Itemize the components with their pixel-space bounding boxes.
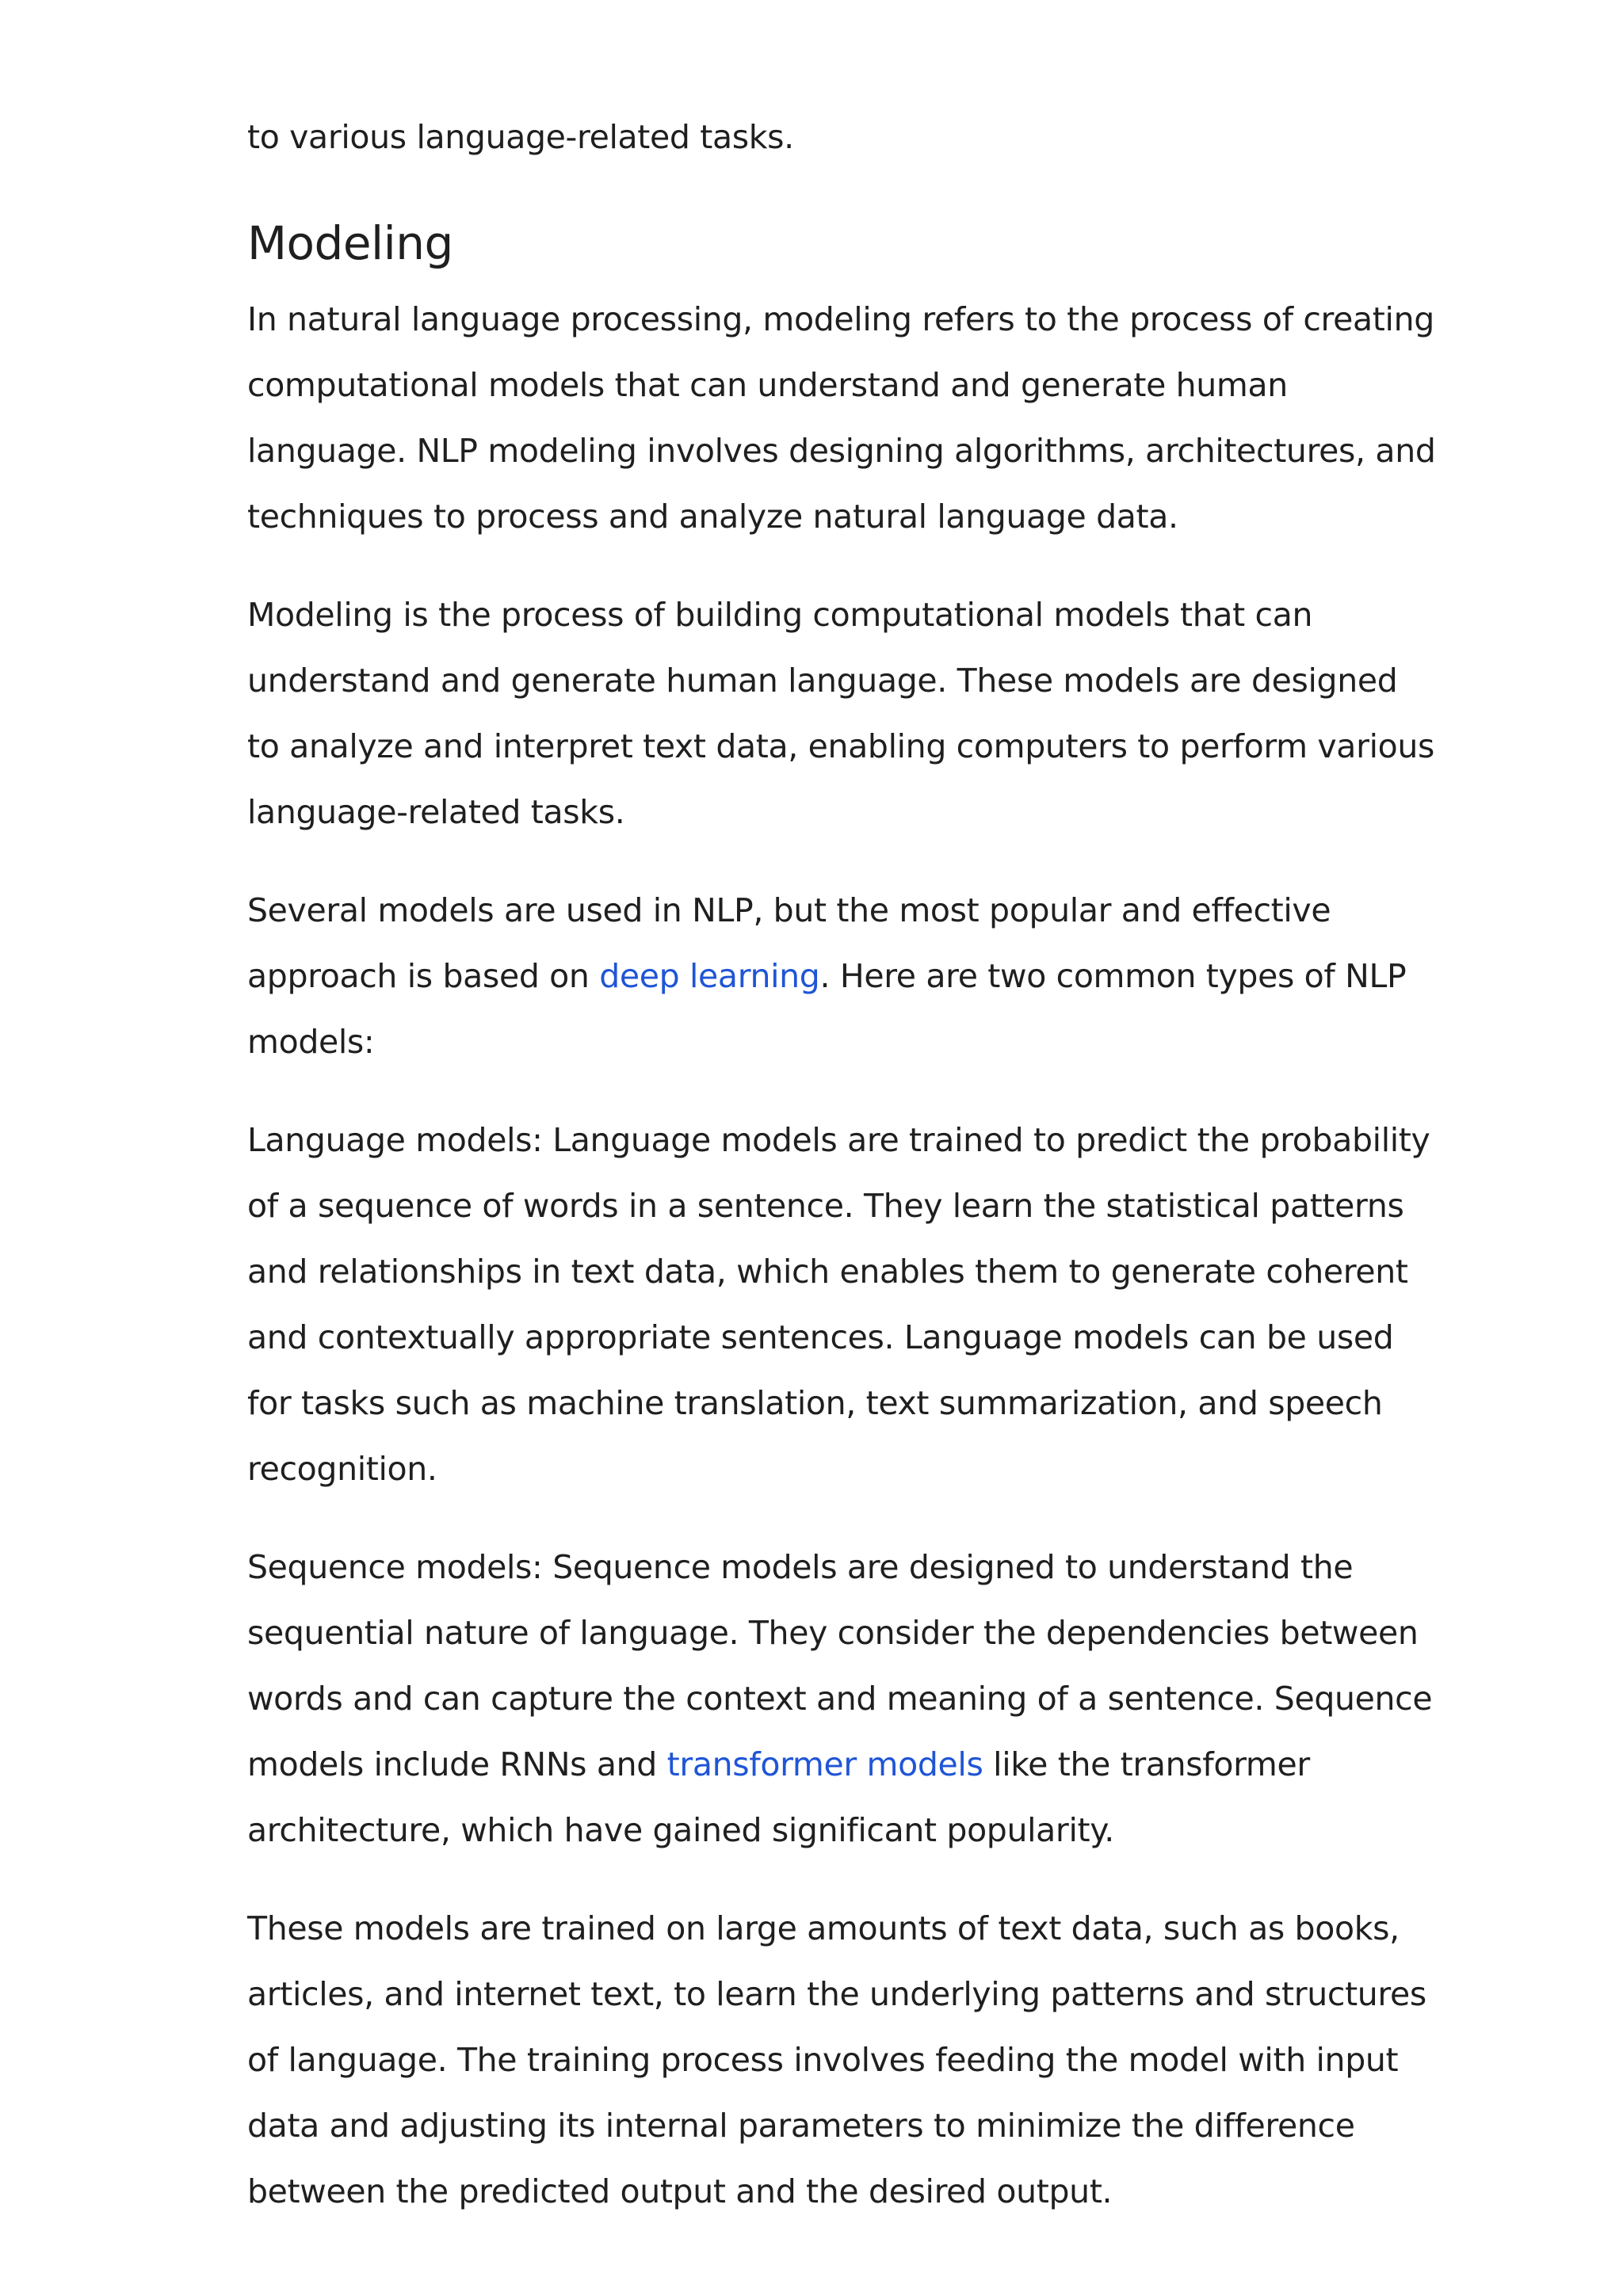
article-body [247, 0, 1436, 2257]
paragraph-training: These models are trained on large amounts of text data, such as books, articles, and internet text, to learn the underlying patterns and structures of language. The training process involves feeding the model with input data and adjusting its internal parameters to minimize the difference between the predicted output and the desired output. [247, 1909, 1426, 2210]
deep-learning-link[interactable]: deep learning [599, 957, 820, 995]
paragraph-text: . Here are two common types of NLP models: [247, 957, 1407, 1061]
transformer-models-link[interactable]: transformer models [666, 1745, 983, 1783]
paragraph-text: Sequence models: Sequence models are designed to understand the sequential nature of language. They consider the dependencies between words and can capture the context and meaning of a sentence. Sequence models include RNNs and [247, 1548, 1433, 1783]
paragraph-text: Several models are used in NLP, but the most popular and effective approach is based on [247, 891, 1331, 995]
section-heading-modeling: Modeling [247, 216, 453, 270]
paragraph-modeling-definition: In natural language processing, modeling refers to the process of creating computational models that can understand and generate human language. NLP modeling involves designing algorithms, architectures, and techniques to process and analyze natural language data. [247, 300, 1436, 536]
paragraph-text: like the transformer architecture, which have gained significant popularity. [247, 1745, 1310, 1849]
paragraph-language-models: Language models: Language models are trained to predict the probability of a sequence of words in a sentence. They learn the statistical patterns and relationships in text data, which enables them to generate coherent and contextually appropriate sentences. Language models can be used for tasks such as machine translation, text summarization, and speech recognition. [247, 1121, 1430, 1488]
paragraph-fragment: to various language-related tasks. [247, 117, 794, 156]
paragraph-nlp-models-intro [247, 878, 1436, 1075]
paragraph-sequence-models [247, 1535, 1436, 1863]
paragraph-modeling-process: Modeling is the process of building computational models that can understand and generate human language. These models are designed to analyze and interpret text data, enabling computers to perform various language-related tasks. [247, 596, 1434, 831]
